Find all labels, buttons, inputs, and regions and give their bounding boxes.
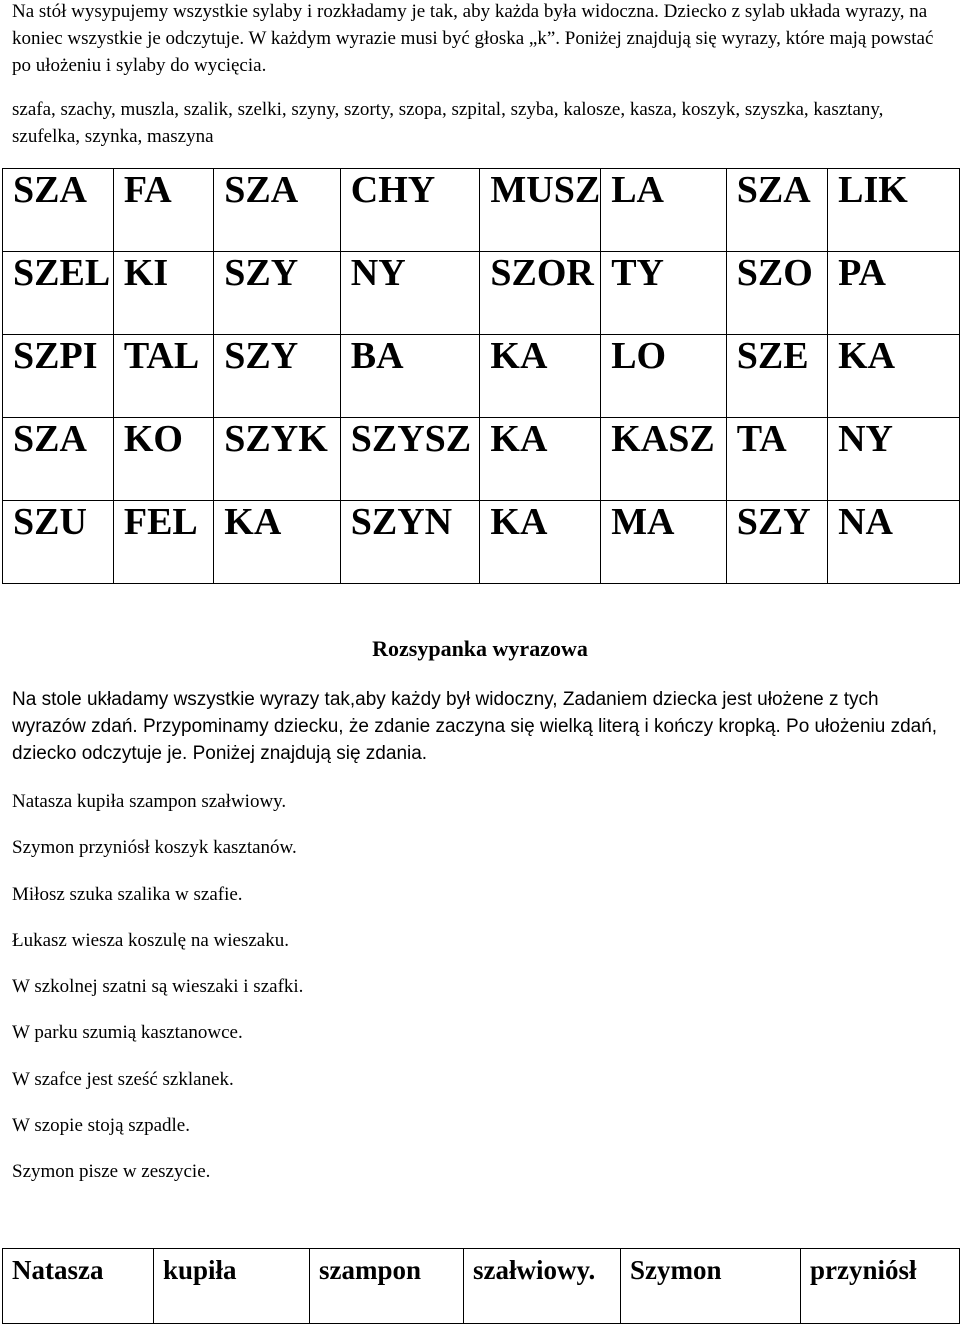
syllable-cell: LA — [601, 169, 727, 252]
syllable-cell: MUSZ — [480, 169, 601, 252]
word-card: przyniósł — [801, 1249, 960, 1324]
syllable-cell: SZYSZ — [340, 418, 480, 501]
syllable-cell: KI — [113, 252, 213, 335]
syllable-cell: KA — [480, 501, 601, 584]
syllable-cell: SZA — [214, 169, 340, 252]
syllable-row — [3, 169, 960, 252]
sentence-item: Natasza kupiła szampon szałwiowy. — [12, 791, 287, 812]
syllable-table — [2, 168, 960, 584]
syllable-cell: SZYK — [214, 418, 340, 501]
syllable-cell: SZYN — [340, 501, 480, 584]
sentence-item: Miłosz szuka szalika w szafie. — [12, 883, 243, 905]
sentence-item: W parku szumią kasztanowce. — [12, 1022, 243, 1044]
sentence-item: W szopie stoją szpadle. — [12, 1115, 190, 1137]
word-card: Natasza — [3, 1249, 154, 1324]
syllable-cell: BA — [340, 335, 480, 418]
syllable-cell: SZE — [726, 335, 827, 418]
word-list: szafa, szachy, muszla, szalik, szelki, szyny, szorty, szopa, szpital, szyba, kalosze, kasza, koszyk, szyszka, kasztany, szufelka, szynka, maszyna — [12, 99, 884, 147]
syllable-row — [3, 252, 960, 335]
word-card: szampon — [310, 1249, 464, 1324]
syllable-cell: FEL — [113, 501, 213, 584]
syllable-cell: FA — [113, 169, 213, 252]
syllable-cell: KA — [214, 501, 340, 584]
syllable-cell: SZY — [214, 335, 340, 418]
word-card: kupiła — [154, 1249, 310, 1324]
sentence-item: Szymon pisze w zeszycie. — [12, 1161, 211, 1183]
syllable-cell: MA — [601, 501, 727, 584]
syllable-cell: TA — [726, 418, 827, 501]
syllable-cell: KA — [480, 418, 601, 501]
syllable-cell: SZA — [3, 169, 114, 252]
sentence-item: W szkolnej szatni są wieszaki i szafki. — [12, 976, 304, 998]
syllable-cell: LO — [601, 335, 727, 418]
syllable-cell: LIK — [828, 169, 960, 252]
word-card-row — [3, 1249, 960, 1324]
sentence-list — [12, 788, 303, 1205]
syllable-cell: NY — [340, 252, 480, 335]
section-title: Rozsypanka wyrazowa — [372, 636, 588, 661]
syllable-cell: CHY — [340, 169, 480, 252]
syllable-cell: SZO — [726, 252, 827, 335]
intro-paragraph: Na stół wysypujemy wszystkie sylaby i rozkładamy je tak, aby każda była widoczna. Dziecko z sylab układa wyrazy, na koniec wszystkie je odczytuje. W każdym wyrazie musi być głoska „k”. Poniżej znajdują się wyrazy, które mają powstać po ułożeniu i sylaby do wycięcia. — [12, 1, 934, 76]
syllable-cell: SZOR — [480, 252, 601, 335]
sentence-item: Łukasz wiesza koszulę na wieszaku. — [12, 929, 289, 951]
syllable-cell: KA — [480, 335, 601, 418]
syllable-cell: NA — [828, 501, 960, 584]
syllable-cell: PA — [828, 252, 960, 335]
syllable-cell: SZPI — [3, 335, 114, 418]
syllable-cell: SZY — [214, 252, 340, 335]
syllable-cell: KA — [828, 335, 960, 418]
syllable-cell: SZA — [3, 418, 114, 501]
sentence-item: W szafce jest sześć szklanek. — [12, 1068, 234, 1090]
syllable-cell: SZEL — [3, 252, 114, 335]
syllable-cell: SZY — [726, 501, 827, 584]
syllable-cell: NY — [828, 418, 960, 501]
word-card-table — [2, 1248, 960, 1324]
syllable-row — [3, 335, 960, 418]
syllable-cell: SZA — [726, 169, 827, 252]
section-description: Na stole układamy wszystkie wyrazy tak,aby każdy był widoczny, Zadaniem dziecka jest ułożene z tych wyrazów zdań. Przypominamy dziecku, że zdanie zaczyna się wielką literą i kończy kropką. Po ułożeniu zdań, dziecko odczytuje je. Poniżej znajdują się zdania. — [12, 689, 938, 764]
syllable-row — [3, 501, 960, 584]
syllable-cell: TAL — [113, 335, 213, 418]
word-card: szałwiowy. — [464, 1249, 621, 1324]
syllable-cell: TY — [601, 252, 727, 335]
syllable-cell: KO — [113, 418, 213, 501]
syllable-cell: SZU — [3, 501, 114, 584]
syllable-row — [3, 418, 960, 501]
sentence-item: Szymon przyniósł koszyk kasztanów. — [12, 837, 297, 859]
syllable-cell: KASZ — [601, 418, 727, 501]
word-card: Szymon — [621, 1249, 801, 1324]
